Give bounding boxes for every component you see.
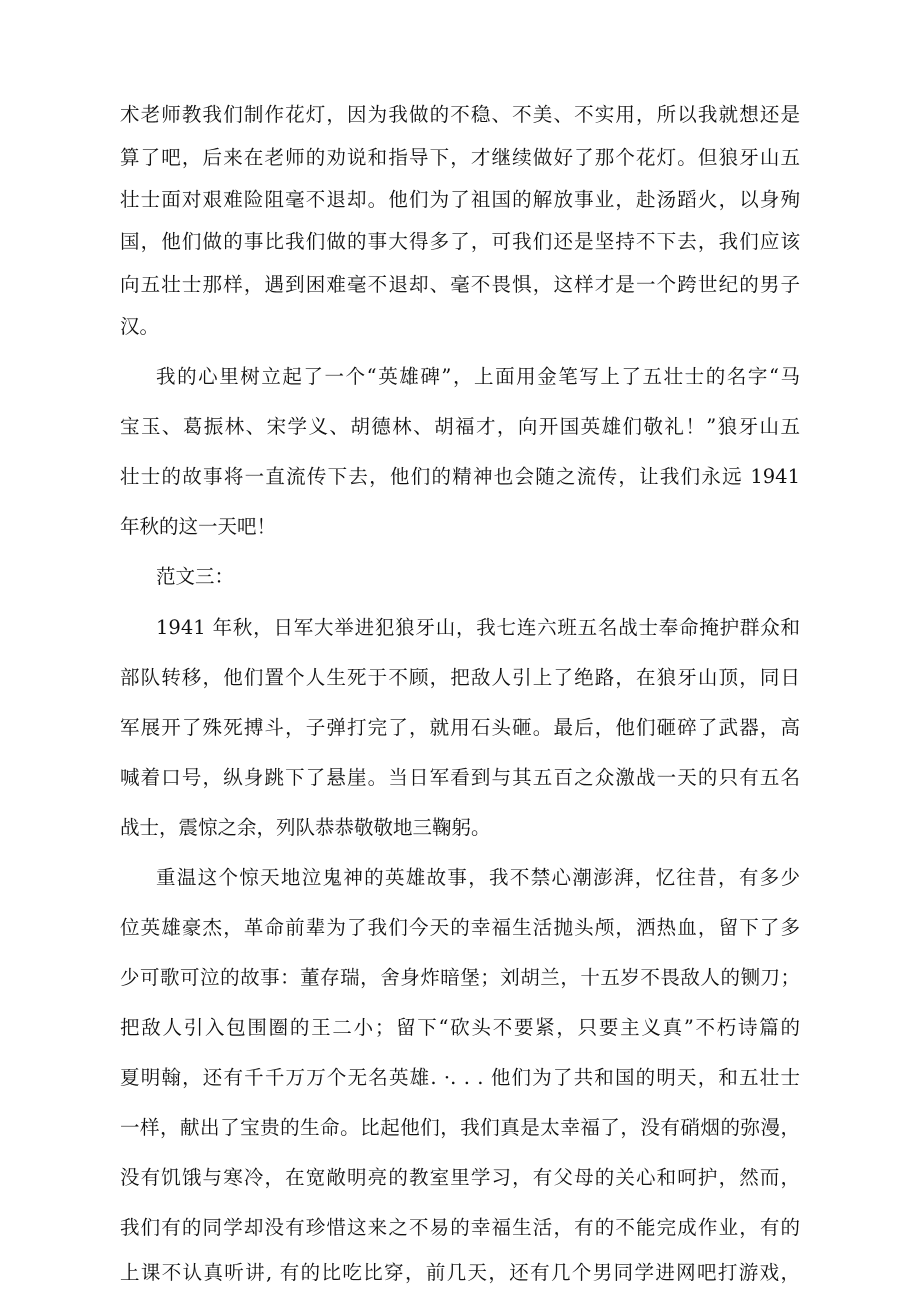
text-line: 位英雄豪杰，革命前辈为了我们今天的幸福生活抛头颅，洒热血，留下了多 [120,916,800,939]
text-line: 1941 年秋，日军大举进犯狼牙山，我七连六班五名战士奉命掩护群众和 [156,616,800,639]
text-line: 国，他们做的事比我们做的事大得多了，可我们还是坚持不下去，我们应该 [120,230,800,253]
text-line: 军展开了殊死搏斗，子弹打完了，就用石头砸。最后，他们砸碎了武器，高 [120,716,800,739]
text-line: 上课不认真听讲, 有的比吃比穿，前几天，还有几个男同学进网吧打游戏， [120,1261,800,1284]
text-line: 把敌人引入包围圈的王二小；留下“砍头不要紧，只要主义真”不朽诗篇的 [120,1016,800,1039]
text-line: 我们有的同学却没有珍惜这来之不易的幸福生活，有的不能完成作业，有的 [120,1216,800,1239]
text-line: 算了吧，后来在老师的劝说和指导下，才继续做好了那个花灯。但狼牙山五 [120,146,800,169]
text-line: 年秋的这一天吧！ [120,515,277,538]
text-line: 术老师教我们制作花灯，因为我做的不稳、不美、不实用，所以我就想还是 [120,103,800,126]
text-line: 喊着口号，纵身跳下了悬崖。当日军看到与其五百之众激战一天的只有五名 [120,766,800,789]
text-line: 宝玉、葛振林、宋学义、胡德林、胡福才，向开国英雄们敬礼！”狼牙山五 [120,415,800,438]
text-line: 汉。 [120,315,160,338]
text-line: 我的心里树立起了一个“英雄碑”，上面用金笔写上了五壮士的名字“马 [156,365,800,388]
text-line: 没有饥饿与寒冷，在宽敞明亮的教室里学习，有父母的关心和呵护，然而， [120,1166,800,1189]
text-line: 向五壮士那样，遇到困难毫不退却、毫不畏惧，这样才是一个跨世纪的男子 [120,273,800,296]
text-line: 壮士的故事将一直流传下去，他们的精神也会随之流传，让我们永远 1941 [120,465,800,488]
text-line: 部队转移，他们置个人生死于不顾，把敌人引上了绝路，在狼牙山顶，同日 [120,666,800,689]
text-line: 夏明翰，还有千千万万个无名英雄. ·. . . 他们为了共和国的明天，和五壮士 [120,1066,800,1089]
text-line: 壮士面对艰难险阻毫不退却。他们为了祖国的解放事业，赴汤蹈火，以身殉 [120,188,800,211]
text-line: 少可歌可泣的故事：董存瑞，舍身炸暗堡；刘胡兰，十五岁不畏敌人的铡刀； [120,966,800,989]
text-line: 重温这个惊天地泣鬼神的英雄故事，我不禁心潮澎湃，忆往昔，有多少 [156,866,800,889]
text-line: 一样，献出了宝贵的生命。比起他们，我们真是太幸福了，没有硝烟的弥漫， [120,1116,800,1139]
section-heading: 范文三： [156,565,235,588]
text-line: 战士，震惊之余，列队恭恭敬敬地三鞠躬。 [120,816,491,839]
